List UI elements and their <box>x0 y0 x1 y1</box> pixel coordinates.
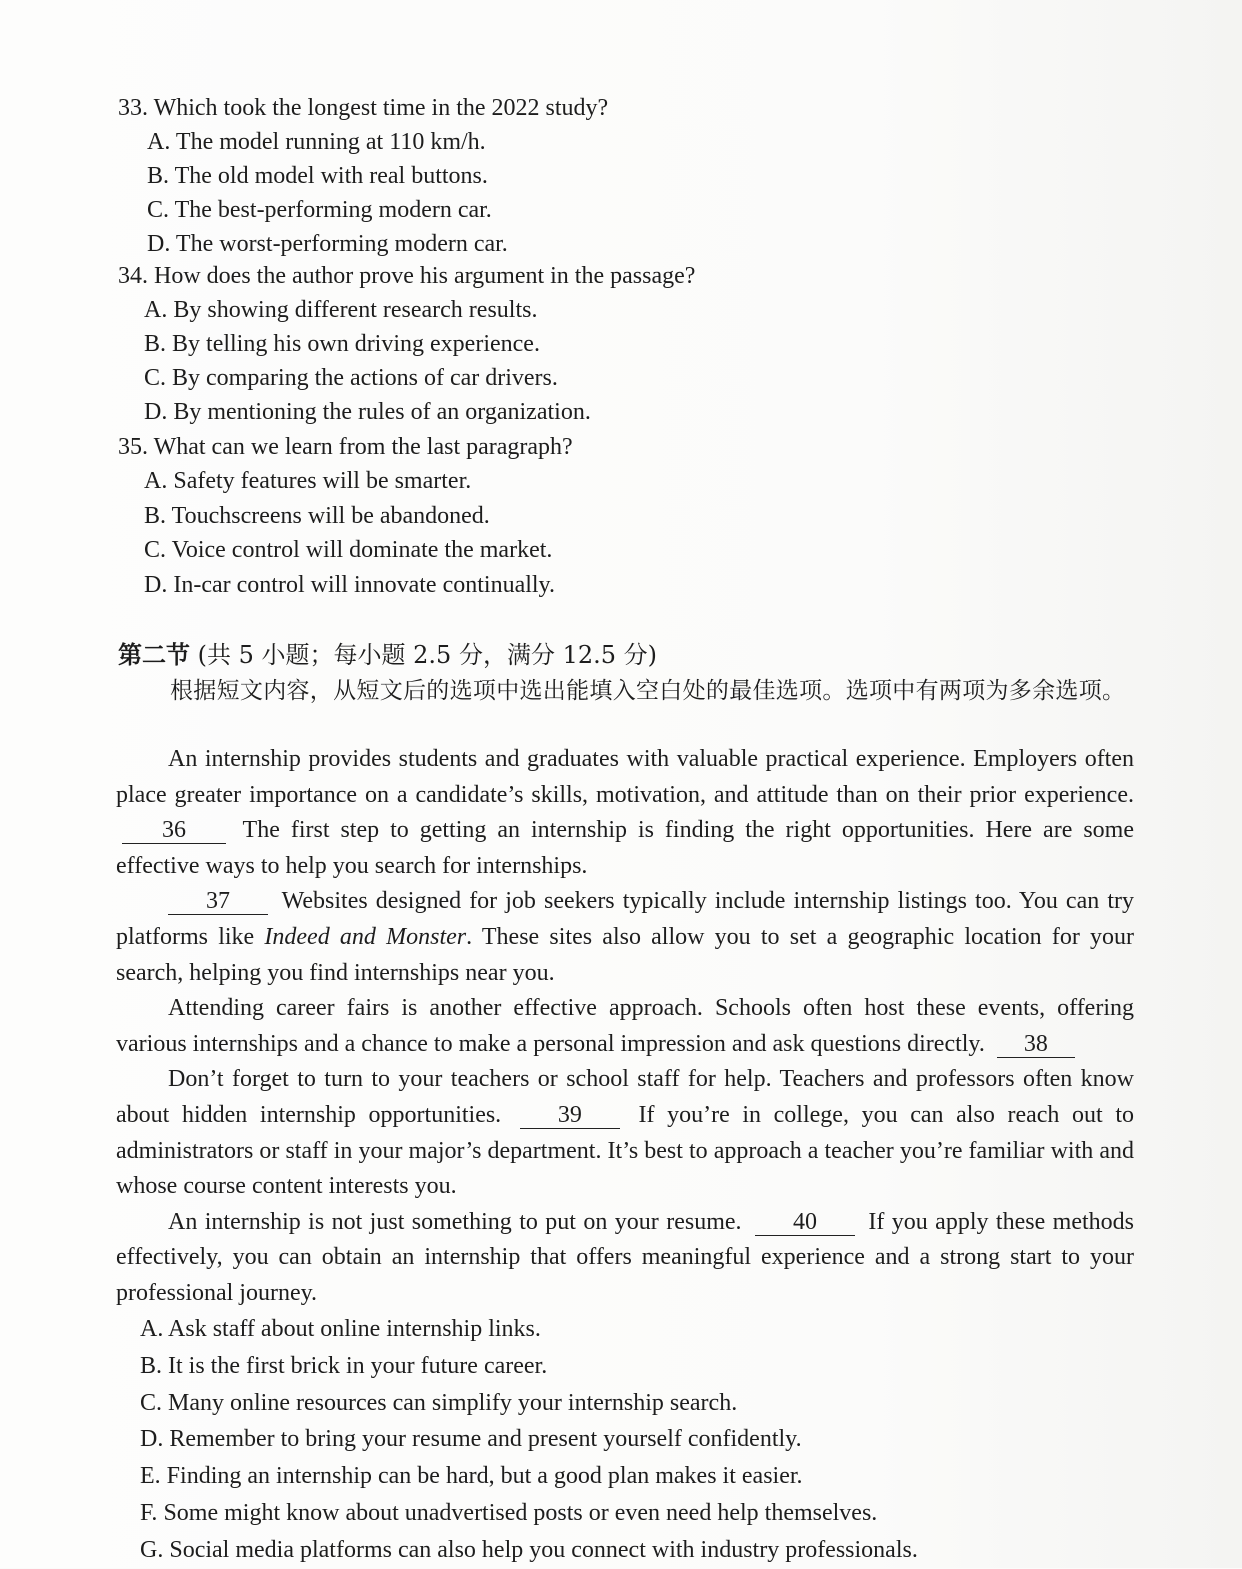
choice-d <box>140 1421 918 1458</box>
option-text: Safety features will be smarter. <box>173 468 472 494</box>
option-c <box>118 533 573 568</box>
passage-paragraph-5 <box>116 1205 1134 1312</box>
choice-text: Some might know about unadvertised posts or even need help themselves. <box>163 1499 878 1526</box>
choice-b <box>140 1348 918 1385</box>
blank-39: 39 <box>520 1102 620 1129</box>
choice-text: Ask staff about online internship links. <box>168 1316 541 1342</box>
choice-letter: D. <box>140 1426 164 1453</box>
choice-letter: A. <box>140 1316 164 1342</box>
option-text: By comparing the actions of car drivers. <box>172 365 558 391</box>
option-text: Touchscreens will be abandoned. <box>171 502 490 529</box>
choice-f <box>140 1495 918 1532</box>
question-text: Which took the longest time in the 2022 study? <box>153 95 609 121</box>
paragraph-text: Don’t forget to turn to your teachers or school staff for help. Teachers and professors often know about hidden internship opportunities. <box>116 1066 1134 1128</box>
question-stem <box>118 91 608 125</box>
choice-a <box>140 1311 918 1348</box>
paragraph-text: If you’re in college, you can also reach out to administrators or staff in your major’s department. It’s best to approach a teacher you’re familiar with and whose course content interests you. <box>116 1101 1134 1200</box>
option-letter: D. <box>144 399 168 425</box>
option-text: Voice control will dominate the market. <box>171 537 553 564</box>
passage-paragraph-2 <box>116 884 1134 991</box>
option-text: By mentioning the rules of an organization. <box>173 399 591 425</box>
option-text: The old model with real buttons. <box>174 163 488 189</box>
option-letter: A. <box>147 129 171 155</box>
platform-names: Indeed and Monster <box>264 923 467 950</box>
cloze-passage <box>116 742 1134 1312</box>
choice-c <box>140 1385 918 1422</box>
option-letter: B. <box>147 163 170 189</box>
choice-text: Many online resources can simplify your internship search. <box>168 1389 738 1416</box>
question-stem <box>118 259 695 293</box>
paragraph-text: An internship provides students and graduates with valuable practical experience. Employers often place greater importance on a candidate’s skills, motivation, and attitude than on their prior experience. <box>116 746 1134 808</box>
section-header <box>118 638 657 672</box>
question-33 <box>118 91 608 261</box>
option-letter: C. <box>144 365 167 391</box>
question-text: How does the author prove his argument in the passage? <box>154 263 696 289</box>
choice-g <box>140 1532 918 1569</box>
option-text: The worst-performing modern car. <box>175 231 508 257</box>
choice-text: Finding an internship can be hard, but a good plan makes it easier. <box>166 1463 803 1490</box>
passage-paragraph-1 <box>116 742 1134 884</box>
question-34 <box>118 259 695 429</box>
blank-36: 36 <box>122 817 226 844</box>
passage-paragraph-3 <box>116 991 1134 1062</box>
option-letter: B. <box>144 502 167 529</box>
section-info: (共 5 小题；每小题 2.5 分，满分 12.5 分) <box>197 641 658 669</box>
option-letter: A. <box>144 297 168 323</box>
choice-letter: B. <box>140 1352 163 1379</box>
option-text: In-car control will innovate continually. <box>173 571 555 598</box>
paragraph-text: Websites designed for job seekers typically include internship listings too. You can try platforms like <box>116 888 1134 950</box>
option-letter: C. <box>144 537 167 564</box>
choice-text: Social media platforms can also help you connect with industry professionals. <box>169 1536 918 1563</box>
option-letter: B. <box>144 331 167 357</box>
option-text: By telling his own driving experience. <box>172 331 540 357</box>
option-text: By showing different research results. <box>173 297 538 323</box>
answer-choices <box>140 1311 918 1569</box>
option-c <box>118 193 608 227</box>
question-number: 35. <box>118 434 148 460</box>
question-stem <box>118 430 573 464</box>
paragraph-text: Attending career fairs is another effective approach. Schools often host these events, offering various internships and a chance to make a personal impression and ask questions directly. <box>116 995 1134 1057</box>
option-a <box>118 125 608 159</box>
section-instructions: 根据短文内容，从短文后的选项中选出能填入空白处的最佳选项。选项中有两项为多余选项。 <box>170 678 1126 704</box>
section-title: 第二节 <box>118 641 190 669</box>
paragraph-text: If you apply these methods effectively, you can obtain an internship that offers meaningful experience and a strong start to your professional journey. <box>116 1208 1134 1306</box>
option-a <box>118 293 695 327</box>
option-text: The model running at 110 km/h. <box>175 129 486 155</box>
option-letter: D. <box>144 571 168 598</box>
option-d <box>118 568 573 603</box>
blank-38: 38 <box>997 1031 1075 1058</box>
choice-e <box>140 1458 918 1495</box>
option-d <box>118 227 608 261</box>
option-b <box>118 159 608 193</box>
question-text: What can we learn from the last paragraph? <box>153 434 573 460</box>
option-text: The best-performing modern car. <box>174 197 492 223</box>
option-letter: D. <box>147 231 171 257</box>
choice-letter: F. <box>140 1499 158 1526</box>
choice-letter: G. <box>140 1536 164 1563</box>
passage-paragraph-4 <box>116 1062 1134 1204</box>
blank-37: 37 <box>168 888 268 915</box>
question-number: 34. <box>118 263 148 289</box>
option-b <box>118 499 573 534</box>
blank-40: 40 <box>755 1209 855 1236</box>
option-letter: C. <box>147 197 170 223</box>
choice-text: It is the first brick in your future career. <box>168 1352 548 1379</box>
option-letter: A. <box>144 468 168 494</box>
question-35 <box>118 430 573 602</box>
option-b <box>118 327 695 361</box>
choice-letter: C. <box>140 1389 163 1416</box>
option-d <box>118 395 695 429</box>
paragraph-text: The first step to getting an internship is finding the right opportunities. Here are some effective ways to help you search for internships. <box>116 817 1134 879</box>
paragraph-text: . These sites also allow you to set a geographic location for your search, helping you find internships near you. <box>116 923 1135 986</box>
paragraph-text: An internship is not just something to put on your resume. <box>168 1208 742 1235</box>
option-c <box>118 361 695 395</box>
question-number: 33. <box>118 95 148 121</box>
option-a <box>118 464 573 499</box>
choice-letter: E. <box>140 1463 161 1490</box>
choice-text: Remember to bring your resume and present yourself confidently. <box>169 1426 802 1453</box>
